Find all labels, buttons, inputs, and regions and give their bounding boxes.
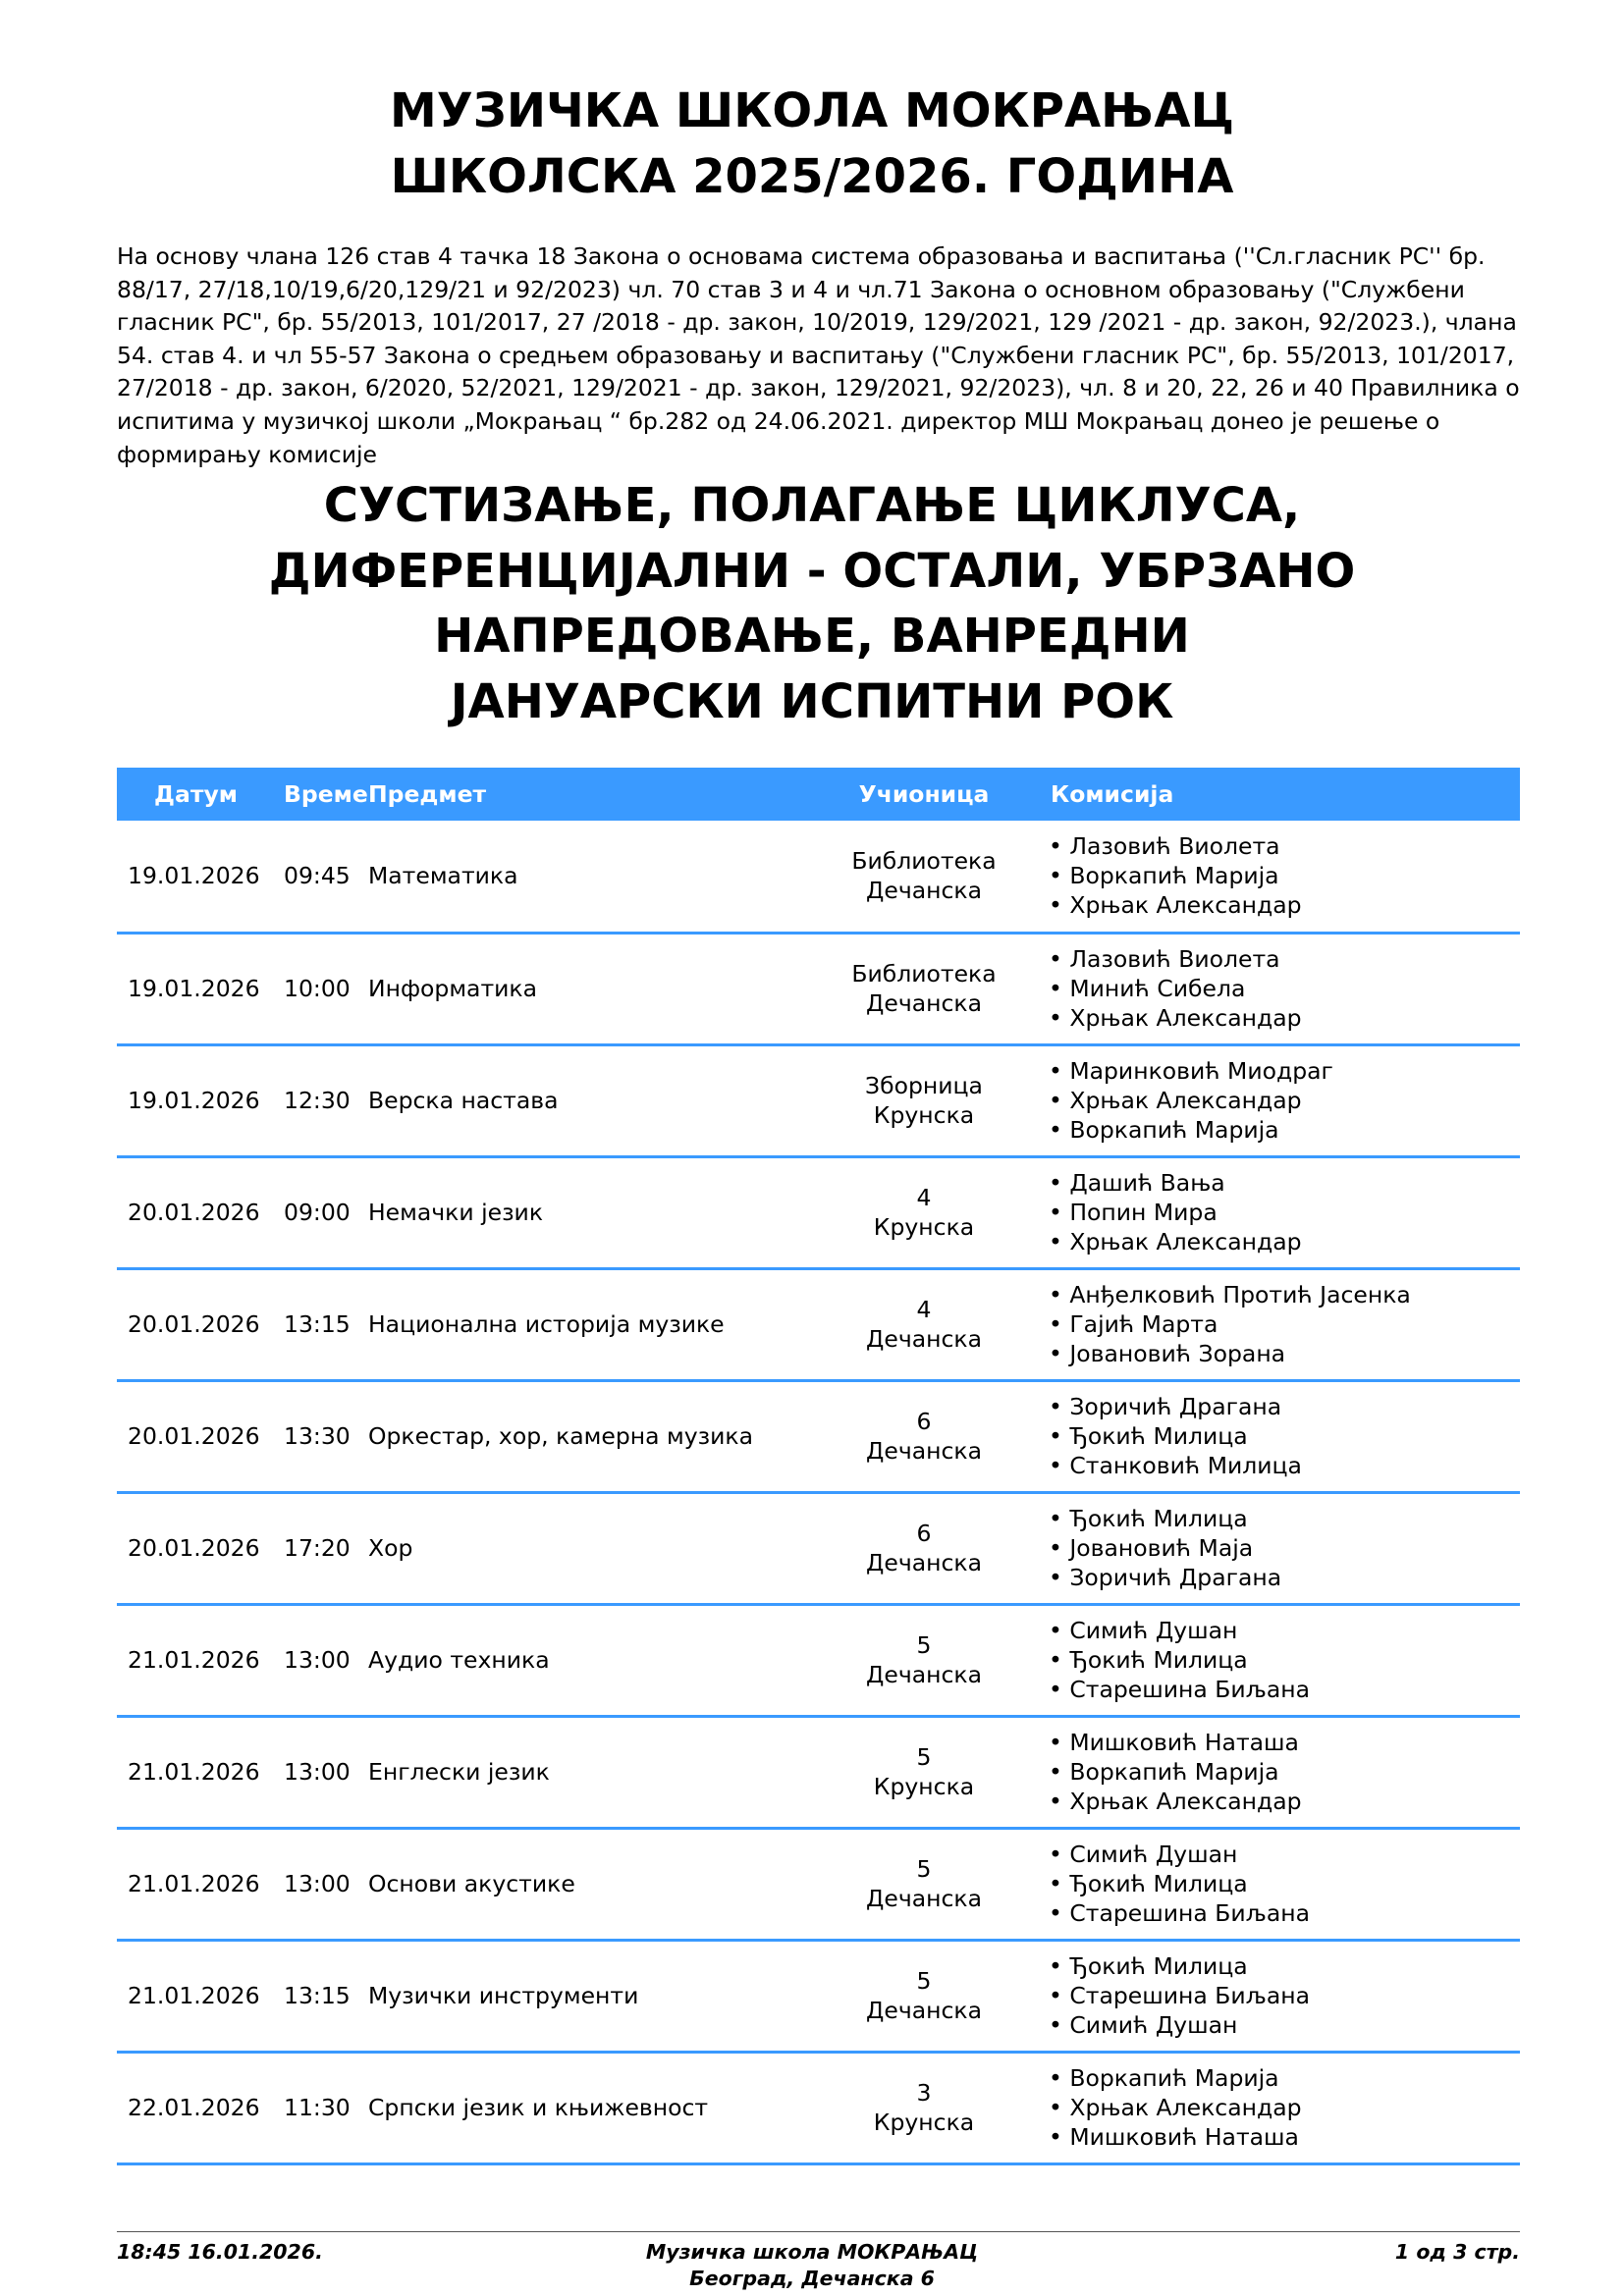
cell-time: 13:30 xyxy=(284,1422,351,1450)
header-time: Време xyxy=(284,780,368,808)
header-committee: Комисија xyxy=(1051,780,1174,808)
bullet-icon: • xyxy=(1049,1899,1070,1927)
cell-committee xyxy=(1033,1940,1520,2052)
bullet-icon: • xyxy=(1049,891,1070,920)
committee-member xyxy=(1049,1003,1520,1033)
committee-member xyxy=(1049,1675,1520,1704)
member-name: Јовановић Зорана xyxy=(1069,1340,1286,1367)
bullet-icon: • xyxy=(1049,1870,1070,1897)
exam-schedule-table xyxy=(117,768,1520,2165)
bullet-icon: • xyxy=(1049,1393,1070,1420)
committee-member xyxy=(1049,1504,1520,1533)
committee-member xyxy=(1049,1086,1520,1115)
header-room: Учионица xyxy=(858,780,990,808)
footer-school xyxy=(0,2239,1624,2292)
member-name: Хрњак Александар xyxy=(1069,1788,1302,1815)
member-name: Симић Душан xyxy=(1069,2011,1238,2039)
cell-subject: Верска настава xyxy=(368,1087,559,1114)
room-line: Дечанска xyxy=(866,1437,982,1465)
committee-member xyxy=(1049,2063,1520,2093)
cell-date: 20.01.2026 xyxy=(128,1310,260,1338)
cell-date: 19.01.2026 xyxy=(128,862,260,890)
cell-subject: Хор xyxy=(368,1534,413,1562)
room-line: 6 xyxy=(916,1408,932,1435)
subtitle-line: СУСТИЗАЊЕ, ПОЛАГАЊЕ ЦИКЛУСА, xyxy=(323,478,1301,533)
cell-room xyxy=(815,1492,1033,1604)
table-row xyxy=(117,1268,1520,1380)
cell-room xyxy=(815,1044,1033,1156)
cell-time: 13:00 xyxy=(284,1646,351,1674)
committee-member xyxy=(1049,1198,1520,1227)
room-line: 4 xyxy=(916,1296,932,1323)
footer-timestamp: 18:45 16.01.2026. xyxy=(117,2240,323,2264)
cell-date: 20.01.2026 xyxy=(128,1534,260,1562)
bullet-icon: • xyxy=(1049,1788,1070,1815)
committee-member xyxy=(1049,1392,1520,1421)
table-row xyxy=(117,1716,1520,1828)
cell-subject: Немачки језик xyxy=(368,1199,544,1226)
table-row xyxy=(117,1044,1520,1156)
member-name: Мишковић Наташа xyxy=(1069,2123,1299,2151)
cell-room xyxy=(815,1268,1033,1380)
room-line: Дечанска xyxy=(866,1661,982,1688)
committee-member xyxy=(1049,861,1520,890)
room-line: Дечанска xyxy=(866,989,982,1017)
footer-divider xyxy=(117,2231,1520,2232)
room-line: 5 xyxy=(916,1743,932,1771)
table-row xyxy=(117,933,1520,1044)
cell-time: 09:45 xyxy=(284,862,351,890)
room-line: Крунска xyxy=(873,1101,975,1129)
bullet-icon: • xyxy=(1049,1228,1070,1255)
room-line: Крунска xyxy=(873,1213,975,1241)
committee-member xyxy=(1049,1339,1520,1368)
room-line: Крунска xyxy=(873,2109,975,2136)
cell-committee xyxy=(1033,1492,1520,1604)
cell-subject: Аудио техника xyxy=(368,1646,550,1674)
bullet-icon: • xyxy=(1049,1617,1070,1644)
member-name: Хрњак Александар xyxy=(1069,2094,1302,2121)
cell-room xyxy=(815,1604,1033,1716)
bullet-icon: • xyxy=(1049,1676,1070,1703)
cell-subject: Национална историја музике xyxy=(368,1310,725,1338)
cell-committee xyxy=(1033,1044,1520,1156)
bullet-icon: • xyxy=(1049,1004,1070,1032)
committee-member xyxy=(1049,1869,1520,1898)
footer-address: Београд, Дечанска 6 xyxy=(689,2267,935,2290)
committee-member xyxy=(1049,1533,1520,1563)
bullet-icon: • xyxy=(1049,1199,1070,1226)
bullet-icon: • xyxy=(1049,862,1070,890)
room-line: Зборница xyxy=(865,1072,983,1099)
member-name: Лазовић Виолета xyxy=(1069,832,1280,861)
cell-subject: Српски језик и књижевност xyxy=(368,2094,709,2121)
bullet-icon: • xyxy=(1049,1310,1070,1338)
room-line: 6 xyxy=(916,1520,932,1547)
member-name: Ђокић Милица xyxy=(1069,1422,1248,1450)
committee-member xyxy=(1049,1757,1520,1787)
cell-room xyxy=(815,821,1033,933)
table-row xyxy=(117,1492,1520,1604)
member-name: Воркапић Марија xyxy=(1069,1758,1279,1786)
cell-time: 09:00 xyxy=(284,1199,351,1226)
committee-member xyxy=(1049,2122,1520,2152)
cell-committee xyxy=(1033,1156,1520,1268)
cell-time: 17:20 xyxy=(284,1534,351,1562)
cell-date: 21.01.2026 xyxy=(128,1758,260,1786)
table-row xyxy=(117,1380,1520,1492)
cell-time: 10:00 xyxy=(284,975,351,1002)
bullet-icon: • xyxy=(1049,1057,1070,1085)
table-header xyxy=(117,768,1520,821)
member-name: Минић Сибела xyxy=(1069,975,1246,1002)
subtitle-line: НАПРЕДОВАЊЕ, ВАНРЕДНИ xyxy=(434,609,1190,664)
member-name: Симић Душан xyxy=(1069,1841,1238,1868)
bullet-icon: • xyxy=(1049,975,1070,1002)
committee-member xyxy=(1049,2010,1520,2040)
room-line: Дечанска xyxy=(866,1997,982,2024)
committee-member xyxy=(1049,1840,1520,1869)
member-name: Зоричић Драгана xyxy=(1069,1393,1282,1420)
table-row xyxy=(117,1828,1520,1940)
committee-member xyxy=(1049,1981,1520,2010)
cell-subject: Енглески језик xyxy=(368,1758,550,1786)
room-line: 5 xyxy=(916,1631,932,1659)
room-line: 5 xyxy=(916,1855,932,1883)
cell-date: 19.01.2026 xyxy=(128,1087,260,1114)
room-line: 4 xyxy=(916,1184,932,1211)
cell-room xyxy=(815,1828,1033,1940)
member-name: Ђокић Милица xyxy=(1069,1505,1248,1532)
cell-committee xyxy=(1033,1828,1520,1940)
cell-room xyxy=(815,1380,1033,1492)
cell-date: 20.01.2026 xyxy=(128,1422,260,1450)
cell-room xyxy=(815,933,1033,1044)
member-name: Станковић Милица xyxy=(1069,1452,1302,1479)
member-name: Старешина Биљана xyxy=(1069,1899,1310,1927)
committee-member xyxy=(1049,1787,1520,1816)
member-name: Гајић Марта xyxy=(1069,1310,1218,1338)
member-name: Воркапић Марија xyxy=(1069,2064,1279,2092)
member-name: Ђокић Милица xyxy=(1069,1646,1248,1674)
cell-committee xyxy=(1033,933,1520,1044)
bullet-icon: • xyxy=(1049,1116,1070,1144)
committee-member xyxy=(1049,1227,1520,1256)
committee-member xyxy=(1049,1563,1520,1592)
member-name: Дашић Вања xyxy=(1069,1169,1225,1197)
committee-member xyxy=(1049,831,1520,861)
room-line: Дечанска xyxy=(866,1325,982,1353)
intro-paragraph: На основу члана 126 став 4 тачка 18 Закона о основама система образовања и васпитања (''Сл.гласник РС'' бр. 88/17, 27/18,10/19,6/20,129/21 и 92/2023) чл. 70 став 3 и 4 и чл.71 Закона о основном образовању ("Службени гласник РС", бр. 55/2013, 101/2017, 27 /2018 - др. закон, 10/2019, 129/2021, 129 /2021 - др. закон, 92/2023.), члана 54. став 4. и чл 55-57 Закона о средњем образовању и васпитању ("Службени гласник РС", бр. 55/2013, 101/2017, 27/2018 - др. закон, 6/2020, 52/2021, 129/2021 - др. закон, 129/2021, 92/2023), чл. 8 и 20, 22, 26 и 40 Правилника о испитима у музичкој школи „Мокрањац “ бр.282 од 24.06.2021. директор МШ Мокрањац донео је решење о формирању комисије xyxy=(117,242,1520,468)
member-name: Анђелковић Протић Јасенка xyxy=(1069,1281,1411,1308)
cell-subject: Оркестар, хор, камерна музика xyxy=(368,1422,754,1450)
exam-period-title xyxy=(0,473,1624,734)
bullet-icon: • xyxy=(1049,1281,1070,1308)
table-row xyxy=(117,1604,1520,1716)
committee-member xyxy=(1049,1951,1520,1981)
bullet-icon: • xyxy=(1049,1340,1070,1367)
bullet-icon: • xyxy=(1049,1534,1070,1562)
committee-member xyxy=(1049,1645,1520,1675)
cell-date: 21.01.2026 xyxy=(128,1870,260,1897)
member-name: Воркапић Марија xyxy=(1069,1116,1279,1144)
cell-time: 13:00 xyxy=(284,1758,351,1786)
bullet-icon: • xyxy=(1049,1452,1070,1479)
bullet-icon: • xyxy=(1049,945,1070,973)
committee-member xyxy=(1049,2093,1520,2122)
committee-member xyxy=(1049,1115,1520,1145)
member-name: Ђокић Милица xyxy=(1069,1870,1248,1897)
cell-room xyxy=(815,2052,1033,2163)
committee-member xyxy=(1049,1616,1520,1645)
bullet-icon: • xyxy=(1049,2123,1070,2151)
cell-date: 19.01.2026 xyxy=(128,975,260,1002)
cell-time: 13:00 xyxy=(284,1870,351,1897)
committee-member xyxy=(1049,1309,1520,1339)
bullet-icon: • xyxy=(1049,2064,1070,2092)
room-line: Крунска xyxy=(873,1773,975,1800)
bullet-icon: • xyxy=(1049,1505,1070,1532)
cell-committee xyxy=(1033,1716,1520,1828)
room-line: Библиотека xyxy=(851,960,997,988)
room-line: Дечанска xyxy=(866,1885,982,1912)
room-line: 3 xyxy=(916,2079,932,2107)
bullet-icon: • xyxy=(1049,1564,1070,1591)
committee-member xyxy=(1049,1898,1520,1928)
cell-room xyxy=(815,1940,1033,2052)
committee-member xyxy=(1049,1421,1520,1451)
bullet-icon: • xyxy=(1049,1169,1070,1197)
member-name: Симић Душан xyxy=(1069,1617,1238,1644)
footer-school-name: Музичка школа МОКРАЊАЦ xyxy=(645,2240,979,2264)
committee-member xyxy=(1049,890,1520,920)
title-line: ШКОЛСКА 2025/2026. ГОДИНА xyxy=(390,149,1234,204)
cell-time: 13:15 xyxy=(284,1310,351,1338)
cell-time: 11:30 xyxy=(284,2094,351,2121)
cell-committee xyxy=(1033,2052,1520,2163)
committee-member xyxy=(1049,974,1520,1003)
room-line: Библиотека xyxy=(851,847,997,876)
subtitle-line: ДИФЕРЕНЦИЈАЛНИ - ОСТАЛИ, УБРЗАНО xyxy=(268,543,1356,599)
committee-member xyxy=(1049,1168,1520,1198)
cell-date: 21.01.2026 xyxy=(128,1982,260,2009)
bullet-icon: • xyxy=(1049,2094,1070,2121)
member-name: Хрњак Александар xyxy=(1069,1087,1302,1114)
committee-member xyxy=(1049,1280,1520,1309)
footer-page-number: 1 од 3 стр. xyxy=(1394,2240,1520,2264)
bullet-icon: • xyxy=(1049,832,1070,861)
title-line: МУЗИЧКА ШКОЛА МОКРАЊАЦ xyxy=(389,83,1235,138)
table-row xyxy=(117,1156,1520,1268)
cell-date: 21.01.2026 xyxy=(128,1646,260,1674)
bullet-icon: • xyxy=(1049,1422,1070,1450)
committee-member xyxy=(1049,1451,1520,1480)
committee-member xyxy=(1049,1056,1520,1086)
cell-room xyxy=(815,1716,1033,1828)
member-name: Зоричић Драгана xyxy=(1069,1564,1282,1591)
cell-time: 13:15 xyxy=(284,1982,351,2009)
member-name: Хрњак Александар xyxy=(1069,891,1302,920)
cell-date: 20.01.2026 xyxy=(128,1199,260,1226)
cell-subject: Математика xyxy=(368,862,518,890)
member-name: Старешина Биљана xyxy=(1069,1676,1310,1703)
cell-subject: Основи акустике xyxy=(368,1870,575,1897)
table-row xyxy=(117,2052,1520,2163)
member-name: Хрњак Александар xyxy=(1069,1228,1302,1255)
member-name: Мишковић Наташа xyxy=(1069,1729,1299,1756)
cell-room xyxy=(815,1156,1033,1268)
cell-subject: Музички инструменти xyxy=(368,1982,639,2009)
member-name: Ђокић Милица xyxy=(1069,1952,1248,1980)
bullet-icon: • xyxy=(1049,1729,1070,1756)
header-subject: Предмет xyxy=(368,780,487,808)
bullet-icon: • xyxy=(1049,2011,1070,2039)
cell-committee xyxy=(1033,1268,1520,1380)
cell-date: 22.01.2026 xyxy=(128,2094,260,2121)
member-name: Старешина Биљана xyxy=(1069,1982,1310,2009)
bullet-icon: • xyxy=(1049,1952,1070,1980)
cell-committee xyxy=(1033,1604,1520,1716)
member-name: Лазовић Виолета xyxy=(1069,945,1280,973)
bullet-icon: • xyxy=(1049,1646,1070,1674)
cell-committee xyxy=(1033,1380,1520,1492)
committee-member xyxy=(1049,944,1520,974)
room-line: Дечанска xyxy=(866,877,982,905)
member-name: Воркапић Марија xyxy=(1069,862,1279,890)
room-line: 5 xyxy=(916,1967,932,1995)
member-name: Маринковић Миодраг xyxy=(1069,1057,1333,1085)
bullet-icon: • xyxy=(1049,1982,1070,2009)
bullet-icon: • xyxy=(1049,1841,1070,1868)
member-name: Попин Мира xyxy=(1069,1199,1218,1226)
member-name: Хрњак Александар xyxy=(1069,1004,1302,1032)
document-title xyxy=(0,79,1624,210)
committee-member xyxy=(1049,1728,1520,1757)
cell-committee xyxy=(1033,821,1520,933)
cell-time: 12:30 xyxy=(284,1087,351,1114)
header-date: Датум xyxy=(154,780,238,808)
cell-subject: Информатика xyxy=(368,975,538,1002)
subtitle-line: ЈАНУАРСКИ ИСПИТНИ РОК xyxy=(450,673,1174,729)
table-row xyxy=(117,1940,1520,2052)
bullet-icon: • xyxy=(1049,1758,1070,1786)
room-line: Дечанска xyxy=(866,1549,982,1576)
table-row xyxy=(117,821,1520,933)
bullet-icon: • xyxy=(1049,1087,1070,1114)
member-name: Јовановић Маја xyxy=(1069,1534,1254,1562)
